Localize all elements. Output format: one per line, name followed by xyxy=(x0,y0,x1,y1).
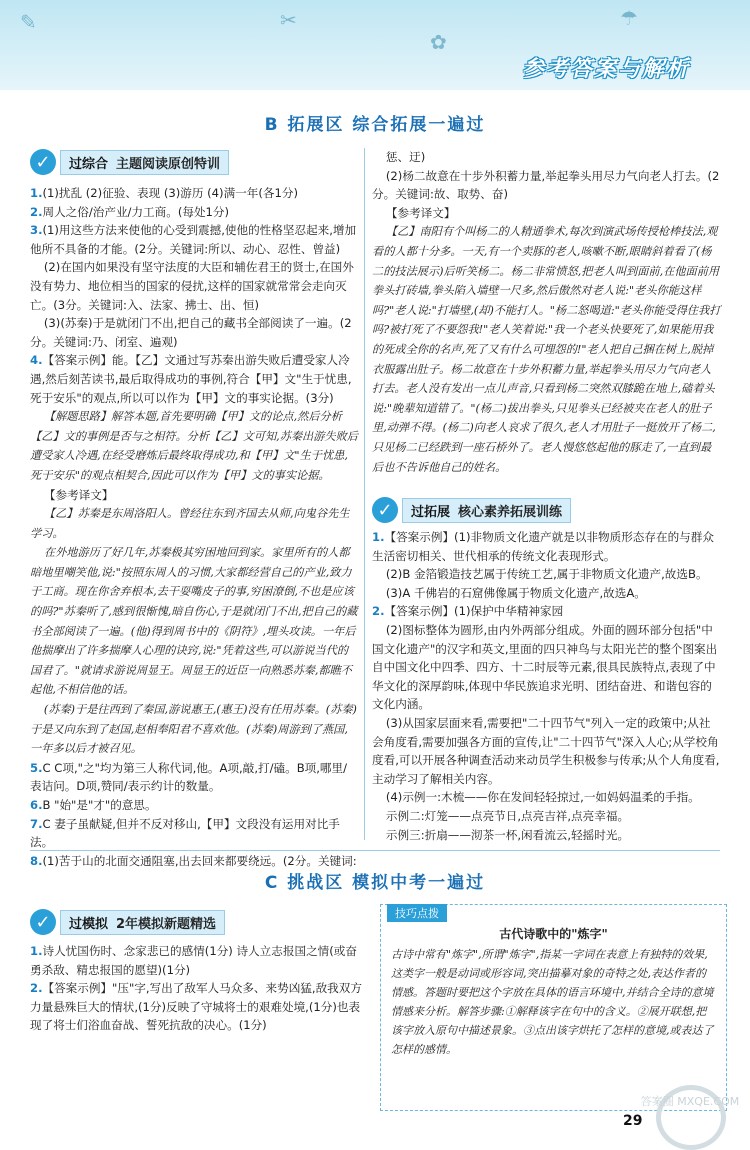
answer-text: 示例二:灯笼——点亮节日,点亮吉祥,点亮幸福。 xyxy=(385,808,630,823)
answer-text: C C项,"之"均为第三人称代词,他。A项,敲,打/磕。B项,哪里/表诘问。D项,赞同/表示约计的数量。 xyxy=(30,760,348,794)
answer-text: (3)A 千佛岩的石窟佛像属于物质文化遗产,故选A。 xyxy=(385,585,646,600)
answer-text: (2)B 金箔锻造技艺属于传统工艺,属于非物质文化遗产,故选B。 xyxy=(385,567,708,582)
answer-text: 【解题思路】解答本题,首先要明确【甲】文的论点,然后分析【乙】文的事例是否与之相符。分析【乙】文可知,苏秦出游失败后遭受家人冷遇,在经受磨炼后最终取得成功,和【甲】文"生于忧患,死于安乐"的观点相契合,因此可以作为【甲】文的事实论据。 xyxy=(30,410,358,482)
answer-item xyxy=(30,184,358,203)
banner-label: 过综合 xyxy=(69,156,109,172)
header-title: 参考答案与解析 xyxy=(521,57,690,82)
page-header xyxy=(0,0,750,90)
answer-item xyxy=(30,796,358,815)
answer-item xyxy=(372,788,722,807)
answer-text: 在外地游历了好几年,苏秦极其穷困地回到家。家里所有的人都暗地里嘲笑他,说:"按照东周人的习惯,大家都经营自己的产业,致力于工商。现在你舍弃根本,去干耍嘴皮子的事,穷困潦倒,不也是应该的吗?"苏秦听了,感到很惭愧,暗自伤心,于是就闭门不出,把自己的藏书全部阅读了一遍。(他)得到周书中的《阴符》,埋头攻读。一年后他揣摩出了许多揣摩人心理的诀窍,说:"凭着这些,可以游说当代的国君了。"就请求游说周显王。周显王的近臣一向熟悉苏秦,都瞧不起他,不相信他的话。 xyxy=(30,546,358,697)
answer-text: (3)(苏秦)于是就闭门不出,把自己的藏书全部阅读了一遍。(2分。关键词:乃、闭室、遍观) xyxy=(30,316,352,349)
answer-item xyxy=(30,314,358,351)
answer-item xyxy=(30,351,358,407)
question-number: 3. xyxy=(30,223,43,238)
answer-item xyxy=(30,258,358,314)
answer-item xyxy=(372,167,722,204)
check-icon: ✓ xyxy=(30,149,56,175)
answer-text: (1)用这些方法来使他的心受到震撼,使他的性格坚忍起来,增加他所不具备的才能。(2分。关键词:所以、动心、忍性、曾益) xyxy=(30,223,357,256)
answer-item xyxy=(30,543,358,700)
answer-item xyxy=(372,714,722,788)
answer-item xyxy=(372,222,722,477)
answer-text: 【答案示例】"压"字,写出了敌军人马众多、来势凶猛,敌我双方力量悬殊巨大的情状,(1分)反映了守城将士的艰难处境,(1分)也表现了将士们浴血奋战、誓死抗敌的决心。(1分) xyxy=(30,981,362,1033)
question-number: 1. xyxy=(372,530,385,544)
right-column-top xyxy=(372,148,722,488)
answer-text: 【参考译文】 xyxy=(43,487,114,502)
question-number: 2. xyxy=(30,204,43,219)
answer-item xyxy=(30,815,358,852)
answer-text: 【参考译文】 xyxy=(385,205,456,220)
answer-text: B "始"是"才"的意思。 xyxy=(42,798,157,812)
page-number: 29 xyxy=(623,1113,643,1129)
answer-item xyxy=(372,204,722,223)
answer-text: 【答案示例】能。【乙】文通过写苏秦出游失败后遭受家人冷遇,然后刻苦读书,最后取得成功的事例,符合【甲】文"生于忧患,死于安乐"的观点,所以可以作为【甲】文的事实论据。(3分) xyxy=(30,353,352,405)
question-number: 1. xyxy=(30,944,43,958)
banner-subtitle: 主题阅读原创特训 xyxy=(116,156,221,172)
bottom-left-column xyxy=(30,942,368,1092)
answer-item xyxy=(30,504,358,543)
answer-item xyxy=(372,826,722,845)
section-b-title: B 拓展区 综合拓展一遍过 xyxy=(264,115,486,135)
answer-item xyxy=(30,700,358,759)
answer-text: 【乙】苏秦是东周洛阳人。曾经往东到齐国去从师,向鬼谷先生学习。 xyxy=(30,507,350,540)
answer-item xyxy=(30,203,358,222)
watermark: 答案圈 MXQE.COM xyxy=(640,1095,740,1108)
banner-subtitle: 2年模拟新题精选 xyxy=(116,916,217,932)
doodle-icon: ✎ xyxy=(20,10,37,34)
answer-text: 示例三:折扇——沏茶一杯,闲看流云,轻摇时光。 xyxy=(385,827,630,842)
answer-item xyxy=(30,221,358,258)
answer-text: (1)扰乱 (2)征验、表现 (3)游历 (4)满一年(各1分) xyxy=(42,186,298,200)
question-number: 6. xyxy=(30,798,43,812)
answer-item xyxy=(372,602,722,621)
answer-text: 【答案示例】(1)非物质文化遗产就是以非物质形态存在的与群众生活密切相关、世代相承的传统文化表现形式。 xyxy=(372,530,714,563)
answer-text: C 妻子虽献疑,但并不反对移山,【甲】文段没有运用对比手法。 xyxy=(30,816,340,850)
answer-text: (2)杨二故意在十步外积蓄力量,举起拳头用尽力气向老人打去。(2分。关键词:故、取势、奋) xyxy=(372,168,720,202)
answer-item xyxy=(30,942,368,979)
doodle-icon: ☂ xyxy=(620,6,638,30)
answer-text: (1)苦于山的北面交通阻塞,出去回来都要绕远。(2分。关键词: xyxy=(42,853,357,868)
question-number: 4. xyxy=(30,353,43,368)
answer-text: 【乙】南阳有个叫杨二的人精通拳术,每次到演武场传授枪棒技法,观看的人都十分多。一天,有一个卖豚的老人,咳嗽不断,眼睛斜着看了(杨二的技法展示)后听笑杨二。杨二非常愤怒,把老人叫到面前,在他面前用拳头打砖墙,拳头陷入墙壁一尺多,然后傲然对老人说:"老头你能这样吗?"老人说:"打墙壁,(却)不能打人。"杨二怒喝道:"老头你能受得住我打吗?被打死了不要怨我!"老人笑着说:"我一个老头快要死了,如果能用我的死成全你的名声,死了又有什么可埋怨的!"老人把自己捆在树上,脱掉衣服露出肚子。杨二故意在十步外积蓄力量,举起拳头用尽力气向老人打去。老人没有发出一点儿声音,只看到杨二突然双膝跪在地上,磕着头说:"晚辈知道错了。"(杨二)拔出拳头,只见拳头已经被夹在老人的肚子里,动弹不得。(杨二)向老人哀求了很久,老人才用肚子一挺放开了杨二,只见杨二已经跌到一座石桥外了。老人慢悠悠起他的豚走了,一直到最后也不告诉他自己的姓名。 xyxy=(372,225,721,474)
horizontal-divider xyxy=(30,850,720,851)
question-number: 8. xyxy=(30,853,43,868)
answer-item xyxy=(372,807,722,826)
doodle-icon: ✂ xyxy=(280,8,297,32)
section-c-title: C 挑战区 模拟中考一遍过 xyxy=(264,873,486,893)
answer-text: 惩、迂) xyxy=(385,150,426,164)
answer-item xyxy=(30,979,368,1035)
answer-text: 周人之俗/治产业/力工商。(每处1分) xyxy=(42,204,230,219)
right-column-bottom xyxy=(372,528,722,846)
tip-body: 古诗中常有"炼字",所谓"炼字",指某一字词在表意上有独特的效果,这类字一般是动词或形容词,突出描摹对象的奇特之处,表达作者的情感。答题时要把这个字放在具体的语言环境中,并结合全诗的意境情感来分析。解答步骤:①解释该字在句中的含义。②展开联想,把该字放入原句中描述景象。③点出该字烘托了怎样的意境,或表达了怎样的感情。 xyxy=(391,948,714,1056)
question-number: 2. xyxy=(30,981,43,996)
column-divider xyxy=(364,148,365,840)
check-icon: ✓ xyxy=(30,909,56,935)
banner-mock xyxy=(30,908,225,936)
answer-item xyxy=(372,148,722,167)
banner-label: 过模拟 xyxy=(69,916,109,932)
answer-text: (3)从国家层面来看,需要把"二十四节气"列入一定的政策中;从社会角度看,需要加强各方面的宣传,让"二十四节气"深入人心;从学校角度看,可以开展各种调查活动来动员学生积极参与传承;从个人角度看,主动学习了解相关内容。 xyxy=(372,715,720,786)
answer-item xyxy=(30,759,358,796)
answer-item xyxy=(30,486,358,505)
banner-extension xyxy=(372,496,571,524)
answer-text: (2)图标整体为圆形,由内外两部分组成。外面的圆环部分包括"中国文化遗产"的汉字和英文,里面的四只神鸟与太阳光芒的整个图案出自中国文化中四季、四方、十二时辰等元素,很具民族特点,表现了中华文化的深厚韵味,体现中华民族追求光明、团结奋进、和谐包容的文化内涵。 xyxy=(372,622,718,712)
answer-item xyxy=(372,584,722,603)
question-number: 1. xyxy=(30,186,43,200)
question-number: 2. xyxy=(372,604,385,619)
question-number: 5. xyxy=(30,760,43,775)
answer-item xyxy=(372,528,722,565)
banner-subtitle: 核心素养拓展训练 xyxy=(458,504,563,520)
doodle-icon: ✿ xyxy=(430,30,447,54)
answer-text: (苏秦)于是往西到了秦国,游说惠王,(惠王)没有任用苏秦。(苏秦)于是又向东到了赵国,赵相奉阳君不喜欢他。(苏秦)周游到了燕国,一年多以后才被召见。 xyxy=(30,703,357,756)
left-column xyxy=(30,184,358,868)
banner-comprehensive xyxy=(30,148,229,176)
tip-box xyxy=(380,904,727,1111)
answer-text: 诗人忧国伤时、念家悲已的感情(1分) 诗人立志报国之情(或奋勇杀敌、精忠报国的愿望)(1分) xyxy=(30,944,357,977)
question-number: 7. xyxy=(30,816,43,831)
answer-text: (4)示例一:木梳——你在发间轻轻掠过,一如妈妈温柔的手指。 xyxy=(385,790,700,805)
answer-text: (2)在国内如果没有坚守法度的大臣和辅佐君王的贤士,在国外没有势力、地位相当的国家的侵扰,这样的国家就常常会走向灭亡。(3分。关键词:入、法家、拂士、出、恒) xyxy=(30,260,354,312)
tip-title: 古代诗歌中的"炼字" xyxy=(499,927,608,941)
tip-label: 技巧点拨 xyxy=(387,904,447,922)
answer-item xyxy=(372,621,722,714)
answer-text: 【答案示例】(1)保护中华精神家园 xyxy=(384,604,564,619)
banner-label: 过拓展 xyxy=(411,504,451,520)
answer-item xyxy=(30,407,358,485)
answer-item xyxy=(372,565,722,584)
check-icon: ✓ xyxy=(372,497,398,523)
